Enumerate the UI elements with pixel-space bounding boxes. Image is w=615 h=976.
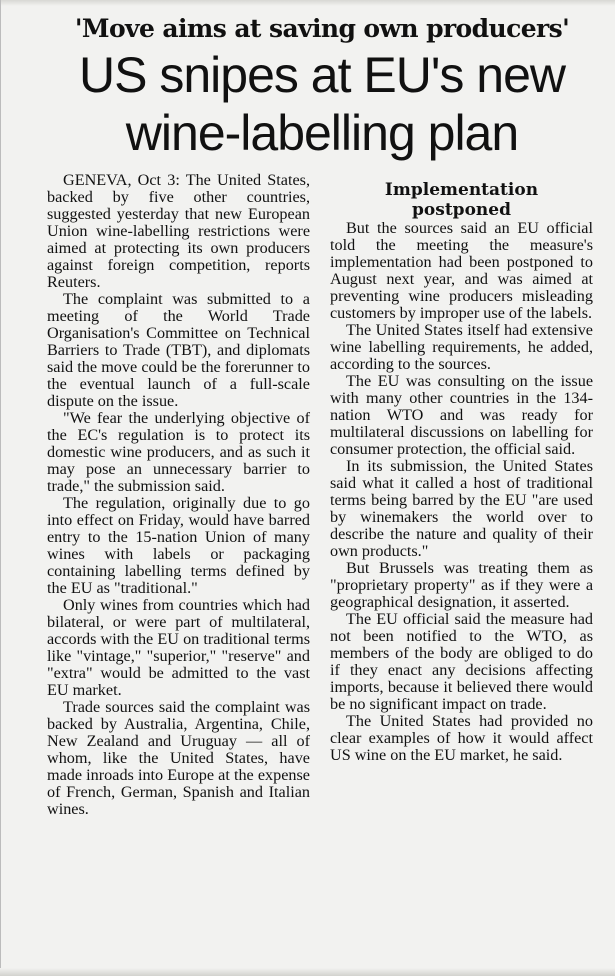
subheading-line-1: Implementation — [384, 180, 539, 200]
right-column — [330, 172, 593, 818]
article-columns — [47, 172, 597, 818]
headline-line-2: wine-labelling plan — [125, 105, 519, 161]
paragraph: The EU official said the measure had not been notified to the WTO, as members of the body are obliged to do if they enact any decisions affecting imports, because it believed there would be no significant impact on trade. — [330, 610, 593, 713]
scan-edge-bottom — [0, 968, 615, 976]
paragraph: The United States itself had extensive wine labelling requirements, he added, according to the sources. — [330, 321, 593, 373]
subheading-line-2: postponed — [412, 200, 511, 220]
paragraph: The United States had provided no clear examples of how it would affect US wine on the EU market, he said. — [330, 712, 593, 764]
kicker-headline: 'Move aims at saving own producers' — [74, 14, 570, 43]
paragraph: In its submission, the United States said what it called a host of traditional terms being barred by the EU "are used by winemakers the world over to describe the nature and quality of their own products." — [330, 457, 593, 560]
headline-line-1: US snipes at EU's new — [79, 47, 565, 103]
paragraph: The regulation, originally due to go into effect on Friday, would have barred entry to the 15-nation Union of many wines with labels or packaging containing labelling terms defined by the EU as "traditional." — [47, 494, 310, 597]
paragraph: GENEVA, Oct 3: The United States, backed by five other countries, suggested yesterday that new European Union wine-labelling restrictions were aimed at protecting its own producers against foreign competition, reports Reuters. — [47, 171, 310, 291]
paragraph: The complaint was submitted to a meeting of the World Trade Organisation's Committee on Technical Barriers to Trade (TBT), and diplomats said the move could be the forerunner to the eventual launch of a full-scale dispute on the issue. — [47, 290, 310, 410]
paragraph: The EU was consulting on the issue with many other countries in the 134-nation WTO and was ready for multilateral discussions on labelling for consumer protection, the official said. — [330, 372, 593, 458]
paragraph: But the sources said an EU official told the meeting the measure's implementation had been postponed to August next year, and was aimed at preventing wine producers misleading customers by improper use of the labels. — [330, 219, 593, 322]
paragraph: Trade sources said the complaint was backed by Australia, Argentina, Chile, New Zealand and Uruguay — all of whom, like the United States, have made inroads into Europe at the expense of French, German, Spanish and Italian wines. — [47, 698, 310, 818]
paragraph: "We fear the underlying objective of the EC's regulation is to protect its domestic wine producers, and as such it may pose an unnecessary barrier to trade," the submission said. — [47, 409, 310, 495]
subheading — [330, 180, 593, 220]
left-column — [47, 172, 310, 818]
main-headline — [47, 46, 597, 162]
paragraph: But Brussels was treating them as "proprietary property" as if they were a geographical designation, it asserted. — [330, 559, 593, 611]
paragraph: Only wines from countries which had bilateral, or were part of multilateral, accords with the EU on traditional terms like "vintage," "superior," "reserve" and "extra" would be admitted to the vast EU market. — [47, 596, 310, 699]
